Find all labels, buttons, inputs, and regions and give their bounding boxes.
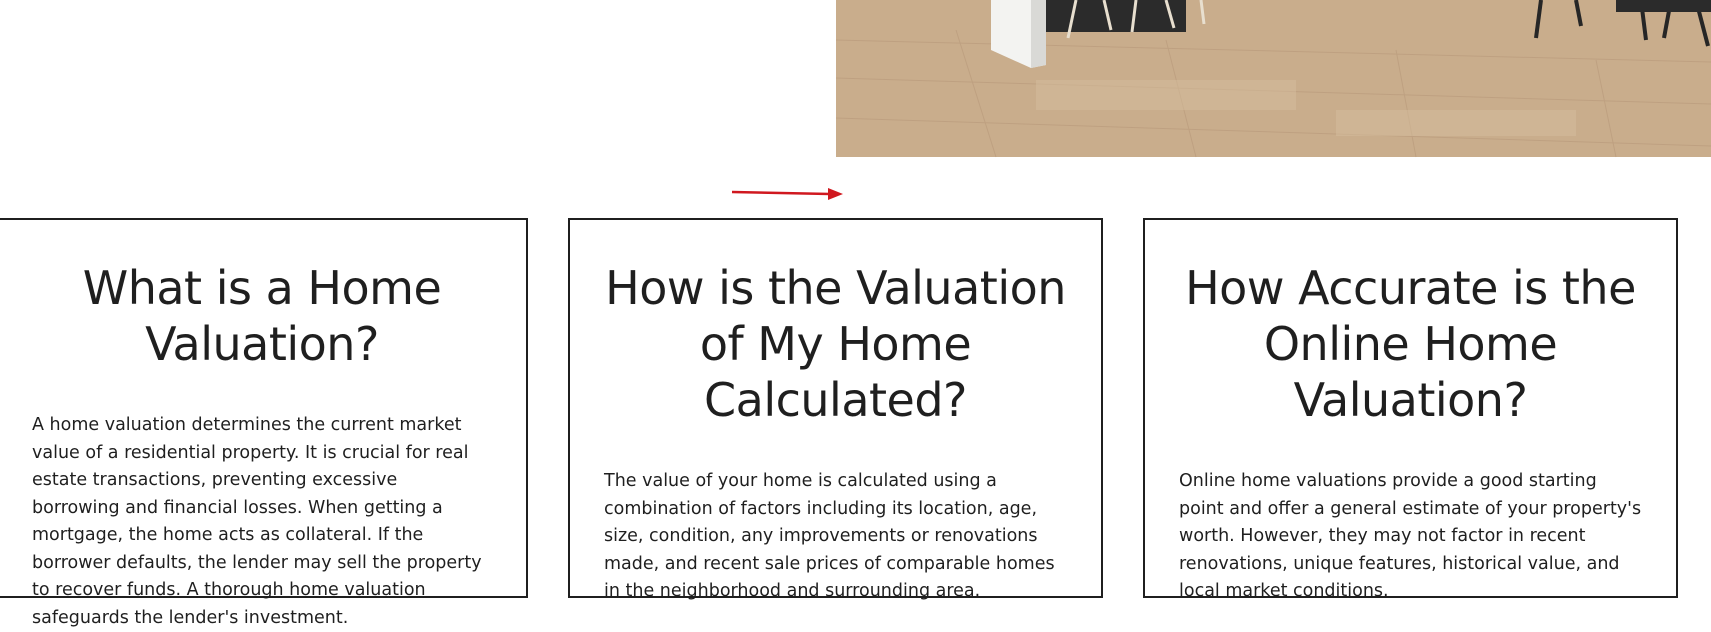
card-what-is-home-valuation (0, 218, 528, 628)
hero-interior-photo (836, 0, 1711, 157)
arrow-right-icon (730, 185, 845, 201)
card-title: How Accurate is the Online Home Valuation? (1185, 261, 1636, 427)
card-title: What is a Home Valuation? (82, 261, 442, 371)
card-title: How is the Valuation of My Home Calculated? (605, 261, 1066, 427)
card-how-valuation-calculated (568, 218, 1103, 601)
card-body: Online home valuations provide a good starting point and offer a general estimate of your property's worth. However, they may not factor in recent renovations, unique features, historical value, and local market conditions. (1179, 471, 1642, 601)
kitchen-floor-image (836, 0, 1711, 157)
card-body: The value of your home is calculated using a combination of factors including its location, age, size, condition, any improvements or renovations made, and recent sale prices of comparable homes in the neighborhood and surrounding area. (604, 471, 1055, 601)
card-how-accurate-online-valuation (1143, 218, 1678, 601)
card-body: A home valuation determines the current market value of a residential property. It is crucial for real estate transactions, preventing excessive borrowing and financial losses. When getting a mortgage, the home acts as collateral. If the borrower defaults, the lender may sell the property to recover funds. A thorough home valuation safeguards the lender's investment. (32, 415, 482, 628)
